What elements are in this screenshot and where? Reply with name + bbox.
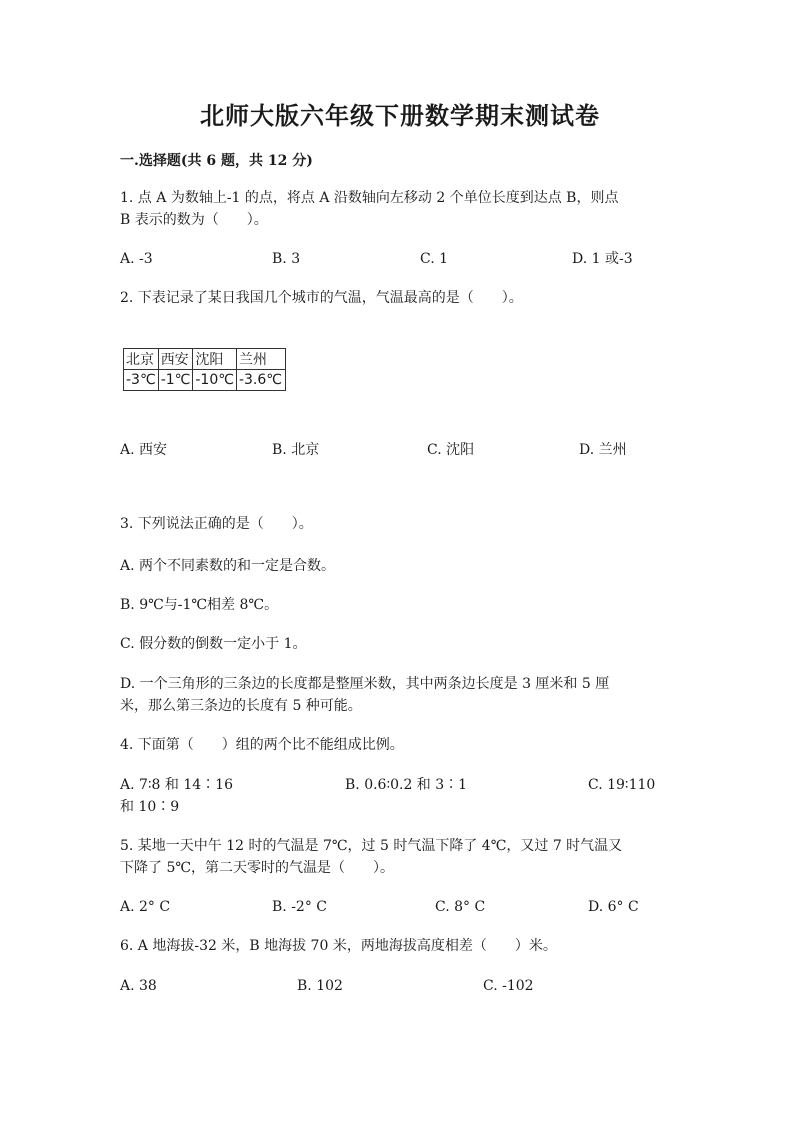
table-cell: 北京 [124,349,159,370]
question-1-option-a: A. -3 [120,251,153,267]
question-5-option-d: D. 6° C [588,899,639,915]
question-3-option-b: B. 9℃与-1℃相差 8℃。 [120,597,279,613]
question-6-option-b: B. 102 [297,978,343,994]
question-6-option-c: C. -102 [483,978,534,994]
page-title: 北师大版六年级下册数学期末测试卷 [200,101,600,130]
question-3-option-d-line-2: 米，那么第三条边的长度有 5 种可能。 [120,698,362,714]
question-2-option-c: C. 沈阳 [427,442,475,458]
question-1-option-c: C. 1 [420,251,449,267]
question-1-line-2: B 表示的数为（ ）。 [120,212,268,228]
question-4-text: 4. 下面第（ ）组的两个比不能组成比例。 [120,737,404,753]
question-2-option-a: A. 西安 [120,442,168,458]
question-4-option-c-continued: 和 10∶9 [120,799,180,815]
question-4-option-c: C. 19∶110 [588,777,656,793]
question-1-option-d: D. 1 或-3 [572,251,633,267]
question-5-line-2: 下降了 5℃，第二天零时的气温是（ ）。 [120,860,395,876]
question-6-text: 6. A 地海拔-32 米，B 地海拔 70 米，两地海拔高度相差（ ）米。 [120,938,557,954]
question-5-line-1: 5. 某地一天中午 12 时的气温是 7℃，过 5 时气温下降了 4℃，又过 7 时气温又 [120,838,623,854]
table-cell: -10℃ [193,370,237,391]
question-4-option-b: B. 0.6∶0.2 和 3∶1 [345,777,468,793]
question-3-option-d-line-1: D. 一个三角形的三条边的长度都是整厘米数，其中两条边长度是 3 厘米和 5 厘 [120,676,610,692]
question-2-text: 2. 下表记录了某日我国几个城市的气温，气温最高的是（ ）。 [120,290,523,306]
table-cell: -3℃ [124,370,159,391]
question-6-option-a: A. 38 [120,978,157,994]
question-5-option-c: C. 8° C [435,899,486,915]
section-heading: 一.选择题(共 6 题，共 12 分) [120,153,313,169]
table-cell: 兰州 [236,349,285,370]
temperature-table [123,348,286,391]
question-2-option-b: B. 北京 [272,442,320,458]
table-cell: 西安 [158,349,193,370]
table-row [124,349,286,370]
table-cell: -1℃ [158,370,193,391]
table-cell: -3.6℃ [236,370,285,391]
question-3-option-a: A. 两个不同素数的和一定是合数。 [120,558,336,574]
question-1-option-b: B. 3 [272,251,301,267]
question-5-option-a: A. 2° C [120,899,171,915]
question-2-option-d: D. 兰州 [579,442,627,458]
question-5-option-b: B. -2° C [272,899,327,915]
table-row [124,370,286,391]
question-3-option-c: C. 假分数的倒数一定小于 1。 [120,636,307,652]
table-cell: 沈阳 [193,349,237,370]
question-4-option-a: A. 7∶8 和 14∶16 [120,777,233,793]
question-3-text: 3. 下列说法正确的是（ ）。 [120,516,313,532]
question-1-line-1: 1. 点 A 为数轴上-1 的点，将点 A 沿数轴向左移动 2 个单位长度到达点 B，则点 [120,190,619,206]
